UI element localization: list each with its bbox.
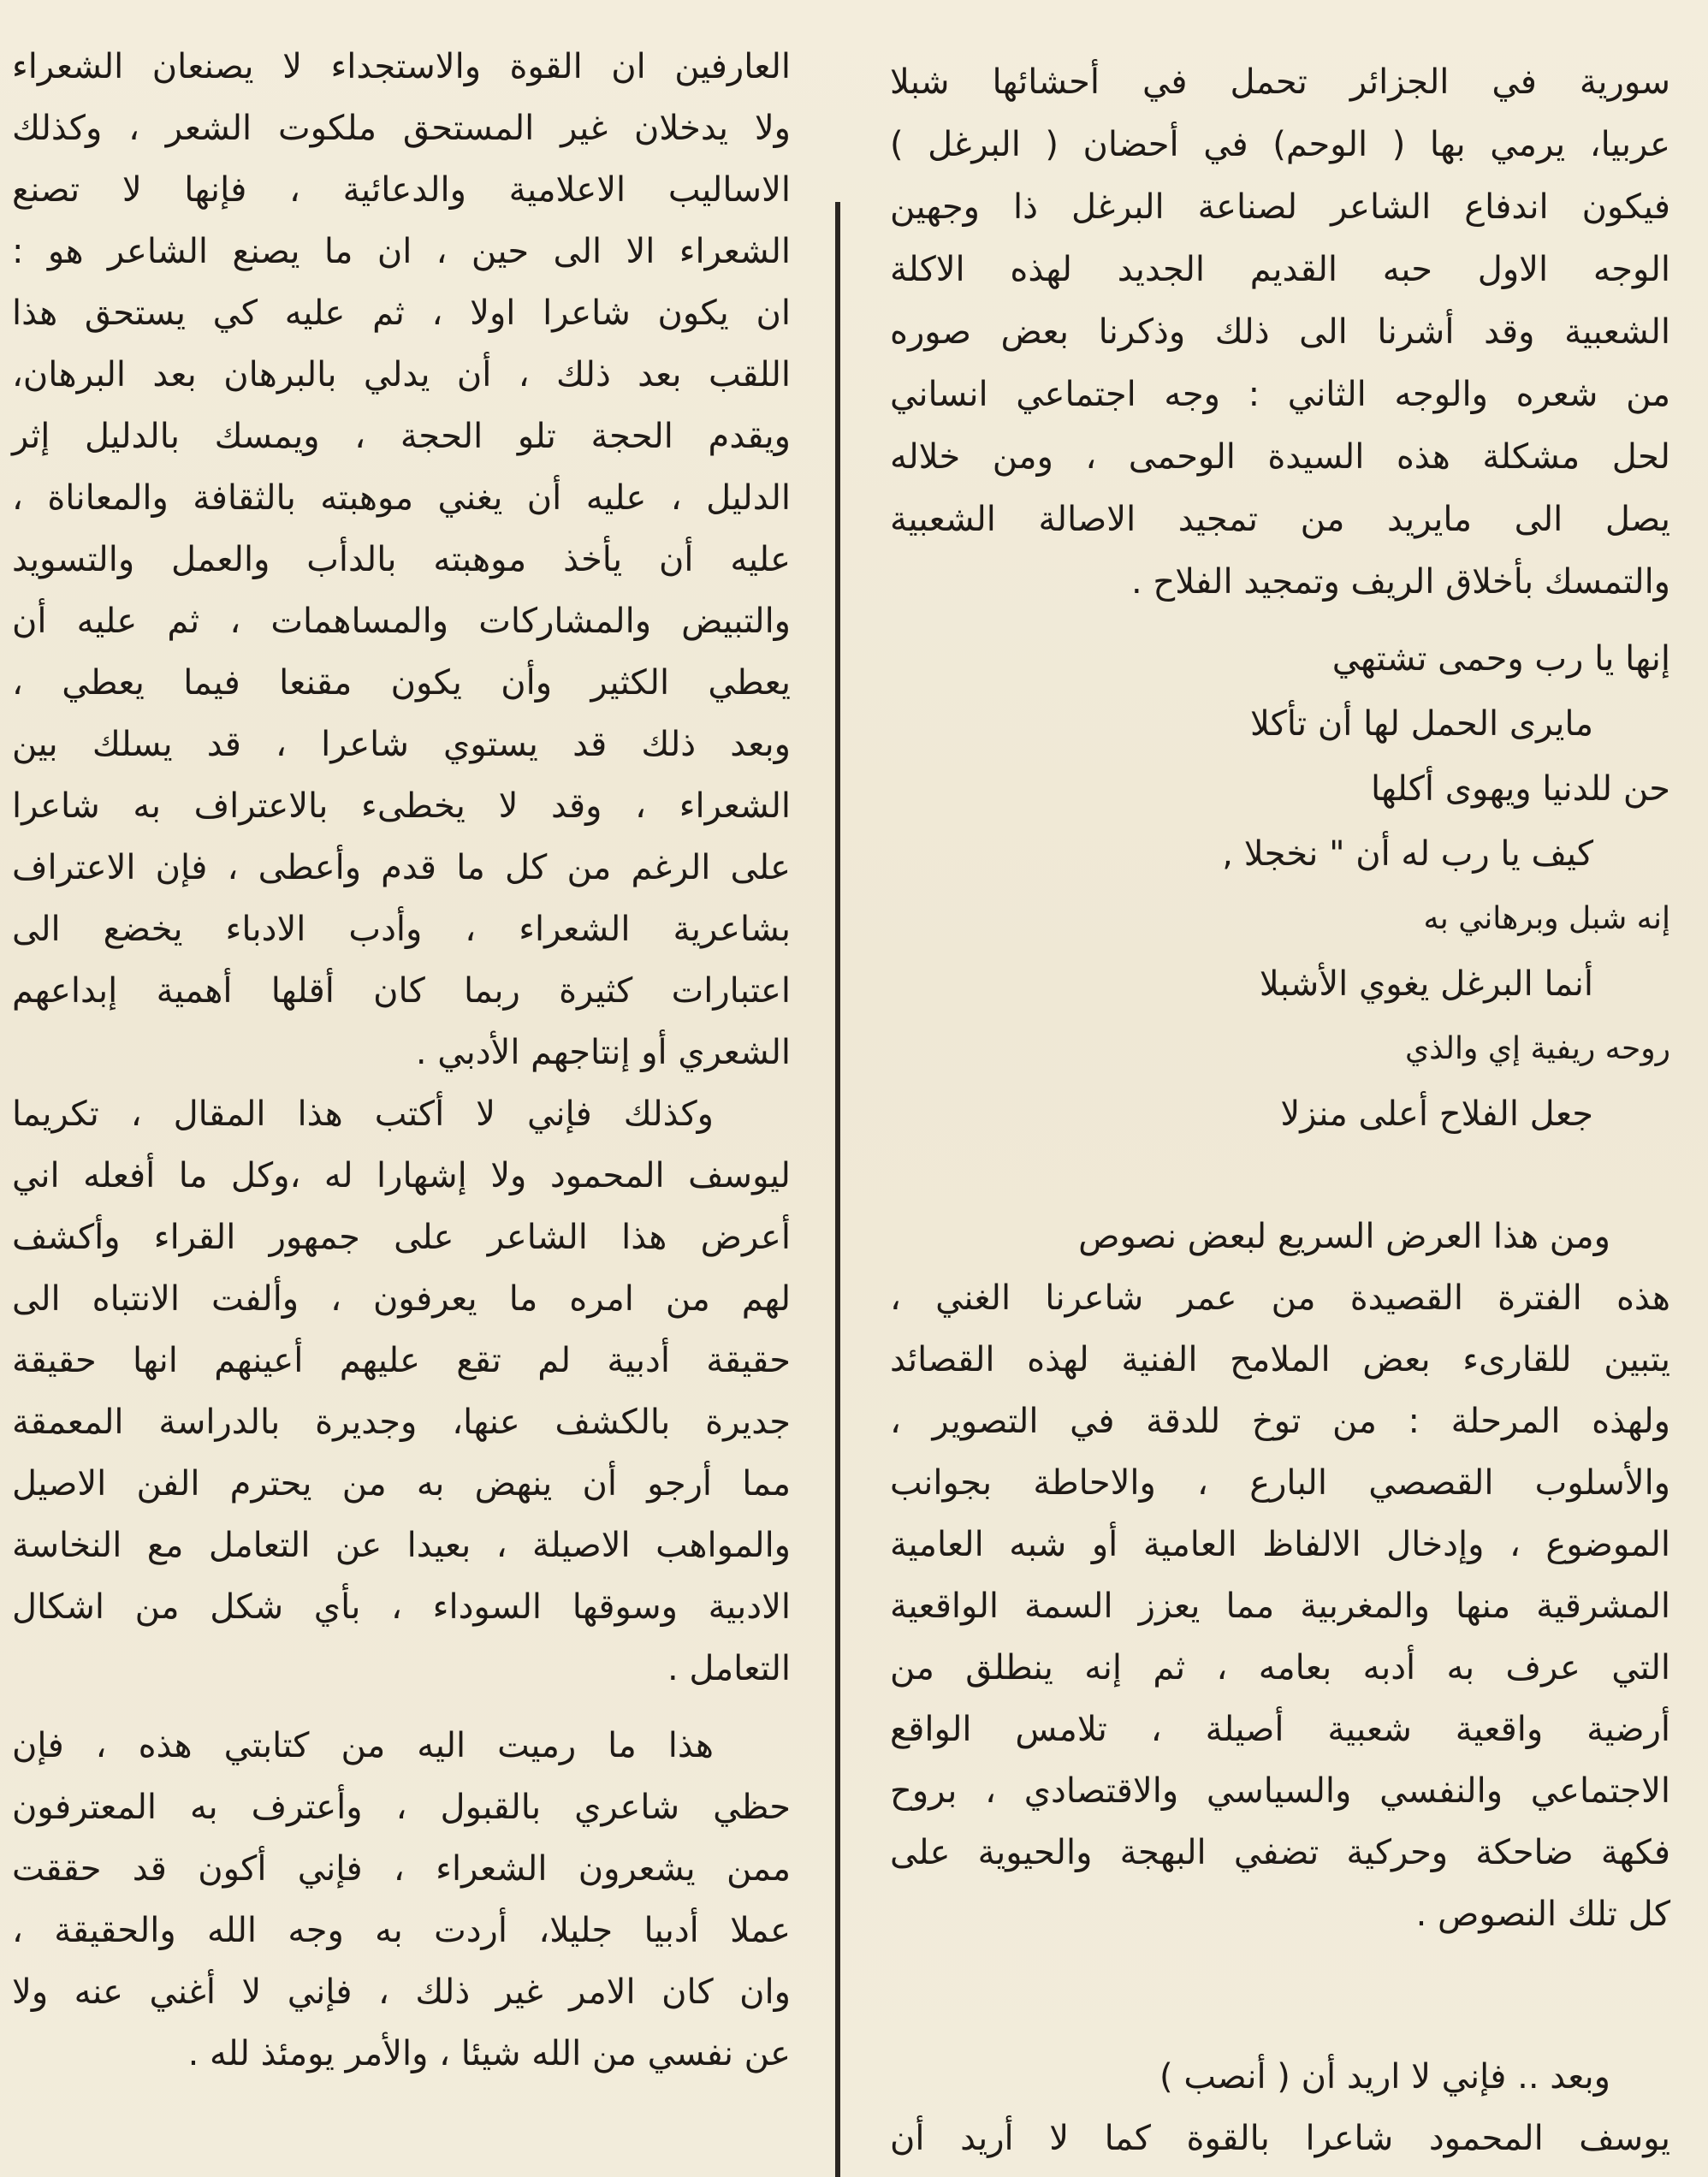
- text-line: ممن يشعرون الشعراء ، فإني أكون قد حققت: [12, 1849, 791, 1889]
- text-line: جديرة بالكشف عنها، وجديرة بالدراسة المعمقة: [12, 1403, 791, 1442]
- text-line: الاساليب الاعلامية والدعائية ، فإنها لا تصنع: [12, 170, 791, 210]
- text-line: التعامل .: [667, 1649, 791, 1688]
- text-line: وكذلك فإني لا أكتب هذا المقال ، تكريما: [12, 1094, 714, 1134]
- text-line: يعطي الكثير وأن يكون مقنعا فيما يعطي ،: [12, 663, 791, 703]
- text-line: كل تلك النصوص .: [1415, 1895, 1670, 1934]
- text-line: والأسلوب القصصي البارع ، والاحاطة بجوانب: [890, 1463, 1670, 1503]
- text-line: فيكون اندفاع الشاعر لصناعة البرغل ذا وجهين: [890, 187, 1670, 227]
- poem-line: جعل الفلاح أعلى منزلا: [1280, 1094, 1593, 1134]
- text-line: ولهذه المرحلة : من توخ للدقة في التصوير ،: [890, 1402, 1670, 1441]
- poem-line: إنه شبل وبرهاني به: [1423, 901, 1670, 936]
- text-line: بشاعرية الشعراء ، وأدب الادباء يخضع الى: [12, 910, 791, 949]
- text-line: وبعد ذلك قد يستوي شاعرا ، قد يسلك بين: [12, 725, 791, 764]
- text-line: هذه الفترة القصيدة من عمر شاعرنا الغني ،: [890, 1278, 1670, 1318]
- text-line: ومن هذا العرض السريع لبعض نصوص: [1078, 1217, 1610, 1256]
- text-line: ويقدم الحجة تلو الحجة ، ويمسك بالدليل إثر: [12, 417, 791, 456]
- text-line: ان يكون شاعرا اولا ، ثم عليه كي يستحق هذا: [12, 294, 791, 333]
- poem-line: إنها يا رب وحمى تشتهي: [1331, 639, 1670, 679]
- text-line: عملا أدبيا جليلا، أردت به وجه الله والحقيقة ،: [12, 1911, 791, 1950]
- text-line: يوسف المحمود شاعرا بالقوة كما لا أريد أن: [890, 2119, 1670, 2158]
- text-line: وبعد .. فإني لا اريد أن ( أنصب ): [1159, 2057, 1610, 2097]
- text-line: ليوسف المحمود ولا إشهارا له ،وكل ما أفعله اني: [12, 1156, 791, 1195]
- text-line: الموضوع ، وإدخال الالفاظ العامية أو شبه العامية: [890, 1525, 1670, 1564]
- text-line: العارفين ان القوة والاستجداء لا يصنعان الشعراء: [12, 47, 791, 86]
- text-line: ولا يدخلان غير المستحق ملكوت الشعر ، وكذلك: [12, 109, 791, 148]
- text-line: اعتبارات كثيرة ربما كان أقلها أهمية إبداعهم: [12, 971, 791, 1011]
- text-line: أعرض هذا الشاعر على جمهور القراء وأكشف: [12, 1218, 791, 1257]
- text-line: والتبيض والمشاركات والمساهمات ، ثم عليه أن: [12, 602, 791, 641]
- text-line: الشعراء ، وقد لا يخطىء بالاعتراف به شاعرا: [12, 786, 791, 826]
- text-line: التي عرف به أدبه بعامه ، ثم إنه ينطلق من: [890, 1648, 1670, 1688]
- column-divider: [835, 202, 840, 2177]
- text-line: الاجتماعي والنفسي والسياسي والاقتصادي ، بروح: [890, 1771, 1670, 1811]
- text-line: فكهة ضاحكة وحركية تضفي البهجة والحيوية على: [890, 1833, 1670, 1872]
- text-line: يصل الى مايريد من تمجيد الاصالة الشعبية: [890, 500, 1670, 539]
- text-line: عن نفسي من الله شيئا ، والأمر يومئذ لله .: [187, 2034, 791, 2073]
- text-line: عربيا، يرمي بها ( الوحم) في أحضان ( البرغل ): [890, 125, 1670, 164]
- text-line: والمواهب الاصيلة ، بعيدا عن التعامل مع النخاسة: [12, 1526, 791, 1565]
- poem-line: أنما البرغل يغوي الأشبلا: [1259, 964, 1593, 1004]
- right-column: [890, 26, 1670, 2165]
- text-line: لحل مشكلة هذه السيدة الوحمى ، ومن خلاله: [890, 437, 1670, 477]
- text-line: الشعراء الا الى حين ، ان ما يصنع الشاعر هو :: [12, 232, 791, 271]
- text-line: من شعره والوجه الثاني : وجه اجتماعي انساني: [890, 375, 1670, 414]
- text-line: مما أرجو أن ينهض به من يحترم الفن الاصيل: [12, 1464, 791, 1504]
- text-line: اللقب بعد ذلك ، أن يدلي بالبرهان بعد البرهان،: [12, 355, 791, 394]
- poem-line: روحه ريفية إي والذي: [1404, 1031, 1670, 1066]
- text-line: الوجه الاول حبه القديم الجديد لهذه الاكلة: [890, 250, 1670, 289]
- text-line: المشرقية منها والمغربية مما يعزز السمة الواقعية: [890, 1587, 1670, 1626]
- text-line: وان كان الامر غير ذلك ، فإني لا أغني عنه ولا: [12, 1972, 791, 2012]
- text-line: الشعري أو إنتاجهم الأدبي .: [415, 1033, 791, 1072]
- text-line: والتمسك بأخلاق الريف وتمجيد الفلاح .: [1130, 562, 1670, 602]
- poem-line: مايرى الحمل لها أن تأكلا: [1249, 704, 1593, 744]
- text-line: حظي شاعري بالقبول ، وأعترف به المعترفون: [12, 1788, 791, 1827]
- text-line: لهم من امره ما يعرفون ، وألفت الانتباه الى: [12, 1279, 791, 1319]
- poem-line: كيف يا رب له أن " نخجلا ,: [1222, 834, 1593, 874]
- poem-line: حن للدنيا ويهوى أكلها: [1370, 769, 1670, 809]
- text-line: حقيقة أدبية لم تقع عليهم أعينهم انها حقيقة: [12, 1341, 791, 1380]
- text-line: على الرغم من كل ما قدم وأعطى ، فإن الاعتراف: [12, 848, 791, 887]
- text-line: سورية في الجزائر تحمل في أحشائها شبلا: [890, 62, 1670, 102]
- text-line: الشعبية وقد أشرنا الى ذلك وذكرنا بعض صوره: [890, 312, 1670, 352]
- text-line: يتبين للقارىء بعض الملامح الفنية لهذه القصائد: [890, 1340, 1670, 1379]
- left-column: [12, 26, 791, 2165]
- text-line: الدليل ، عليه أن يغني موهبته بالثقافة والمعاناة ،: [12, 478, 791, 518]
- text-line: عليه أن يأخذ موهبته بالدأب والعمل والتسويد: [12, 540, 791, 579]
- text-line: الادبية وسوقها السوداء ، بأي شكل من اشكال: [12, 1587, 791, 1627]
- text-line: أرضية واقعية شعبية أصيلة ، تلامس الواقع: [890, 1710, 1670, 1749]
- text-line: هذا ما رميت اليه من كتابتي هذه ، فإن: [12, 1726, 714, 1765]
